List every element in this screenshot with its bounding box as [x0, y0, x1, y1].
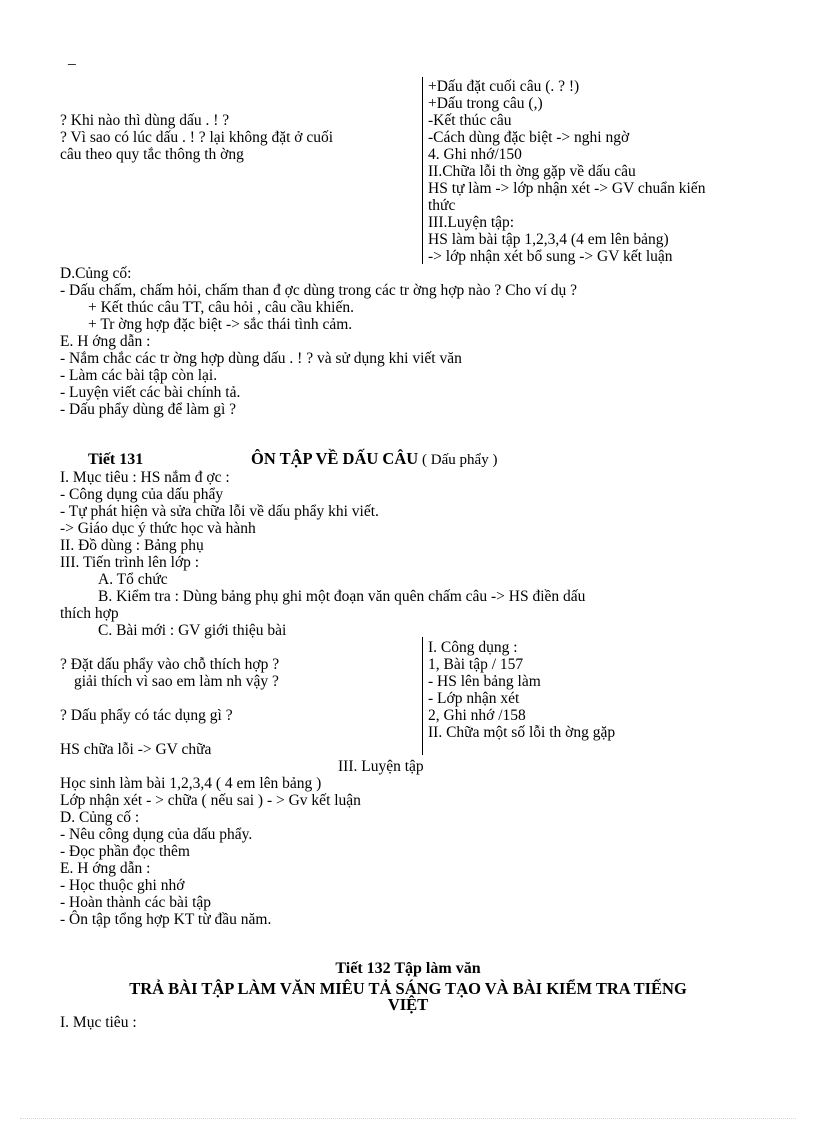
lesson132-heading: Tiết 132 Tập làm văn [335, 960, 481, 977]
answer-line: 2, Ghi nhớ /158 [428, 707, 526, 724]
text-line: II. Đồ dùng : Bảng phụ [60, 537, 204, 554]
text-line: + Kết thúc câu TT, câu hỏi , câu cầu khiến. [88, 299, 354, 316]
text-line: A. Tổ chức [98, 571, 168, 588]
answer-line: 4. Ghi nhớ/150 [428, 146, 522, 163]
lesson-label: Tiết 131 [88, 451, 144, 468]
lesson131-closing [60, 775, 361, 928]
answer-line: III.Luyện tập: [428, 214, 515, 231]
answer-line: -Kết thúc câu [428, 112, 512, 129]
text-line: - Học thuộc ghi nhớ [60, 877, 185, 894]
text-line: Học sinh làm bài 1,2,3,4 ( 4 em lên bảng ) [60, 775, 322, 792]
question-line: giải thích vì sao em làm nh vậy ? [74, 673, 279, 690]
text-line: - Dấu phẩy dùng để làm gì ? [60, 401, 237, 418]
answer-line: II.Chữa lỗi th ờng gặp về dấu câu [428, 163, 636, 180]
answer-line: - HS lên bảng làm [428, 673, 541, 690]
consolidation-section [60, 265, 577, 418]
answer-line: II. Chữa một số lỗi th ờng gặp [428, 724, 616, 741]
text-line: - Làm các bài tập còn lại. [60, 367, 218, 384]
lesson131-right-column [428, 639, 615, 741]
text-line: I. Mục tiêu : HS nắm đ ợc : [60, 469, 230, 486]
answer-line: HS làm bài tập 1,2,3,4 (4 em lên bảng) [428, 231, 669, 248]
section-heading: D. Củng cố : [60, 809, 140, 826]
answer-line: -Cách dùng đặc biệt -> nghi ngờ [428, 129, 630, 146]
lesson132-title-line1: TRẢ BÀI TẬP LÀM VĂN MIÊU TẢ SÁNG TẠO VÀ BÀI KIỂM TRA TIẾNG [129, 979, 687, 998]
answer-line: - Lớp nhận xét [428, 690, 520, 707]
answer-line: +Dấu đặt cuối câu (. ? !) [428, 78, 580, 95]
answer-line: +Dấu trong câu (,) [428, 95, 543, 112]
lesson-title: ÔN TẬP VỀ DẤU CÂU [251, 449, 419, 468]
text-line: + Tr ờng hợp đặc biệt -> sắc thái tình cảm. [88, 316, 353, 333]
text-line: - Đọc phần đọc thêm [60, 843, 190, 860]
lesson-subtitle: ( Dấu phẩy ) [422, 452, 498, 468]
question-line: ? Vì sao có lúc dấu . ! ? lại không đặt ở cuối [60, 129, 334, 146]
text-line: Lớp nhận xét - > chữa ( nếu sai ) - > Gv kết luận [60, 792, 361, 809]
page-footer-rule [20, 1118, 796, 1119]
text-line: III. Tiến trình lên lớp : [60, 554, 200, 571]
text-line: HS chữa lỗi -> GV chữa [60, 741, 212, 758]
header-mark: _ [68, 50, 76, 67]
answer-line: I. Công dụng : [428, 639, 518, 656]
section-heading: D.Củng cố: [60, 265, 132, 282]
text-line: - Nêu công dụng của dấu phẩy. [60, 826, 253, 843]
lesson131-intro [60, 469, 585, 639]
text-line: thích hợp [60, 605, 119, 622]
practice-heading: III. Luyện tập [338, 758, 424, 775]
text-line: - Công dụng của dấu phẩy [60, 486, 224, 503]
answer-line: HS tự làm -> lớp nhận xét -> GV chuẩn kiến [428, 180, 706, 197]
question-line: ? Dấu phẩy có tác dụng gì ? [60, 707, 233, 724]
text-line: - Luyện viết các bài chính tả. [60, 384, 241, 401]
answer-line: 1, Bài tập / 157 [428, 656, 524, 673]
answer-line: -> lớp nhận xét bổ sung -> GV kết luận [428, 248, 673, 265]
text-line: - Hoàn thành các bài tập [60, 894, 212, 911]
text-line: - Ôn tập tổng hợp KT từ đầu năm. [60, 911, 272, 928]
question-line: ? Đặt dấu phẩy vào chỗ thích hợp ? [60, 656, 280, 673]
lesson132-title-line2: VIỆT [387, 995, 429, 1014]
text-line: -> Giáo dục ý thức học và hành [60, 520, 256, 537]
text-line: - Tự phát hiện và sửa chữa lỗi về dấu phẩy khi viết. [60, 503, 379, 520]
text-line: B. Kiểm tra : Dùng bảng phụ ghi một đoạn văn quên chấm câu -> HS điền dấu [98, 588, 586, 605]
block1-left-column [60, 112, 333, 163]
section-heading: E. H ớng dẫn : [60, 333, 151, 350]
lesson-title-group [251, 450, 497, 469]
block1-right-column [428, 78, 705, 265]
question-line: ? Khi nào thì dùng dấu . ! ? [60, 112, 230, 129]
column-divider [422, 637, 423, 755]
column-divider [422, 77, 423, 264]
question-line: câu theo quy tắc thông th ờng [60, 146, 244, 163]
answer-line: thức [428, 197, 456, 214]
section-heading: E. H ớng dẫn : [60, 860, 151, 877]
text-line: - Nắm chắc các tr ờng hợp dùng dấu . ! ? và sử dụng khi viết văn [60, 350, 462, 367]
lesson132-objective: I. Mục tiêu : [60, 1014, 137, 1031]
text-line: - Dấu chấm, chấm hỏi, chấm than đ ợc dùng trong các tr ờng hợp nào ? Cho ví dụ ? [60, 282, 578, 299]
text-line: C. Bài mới : GV giới thiệu bài [98, 622, 287, 639]
